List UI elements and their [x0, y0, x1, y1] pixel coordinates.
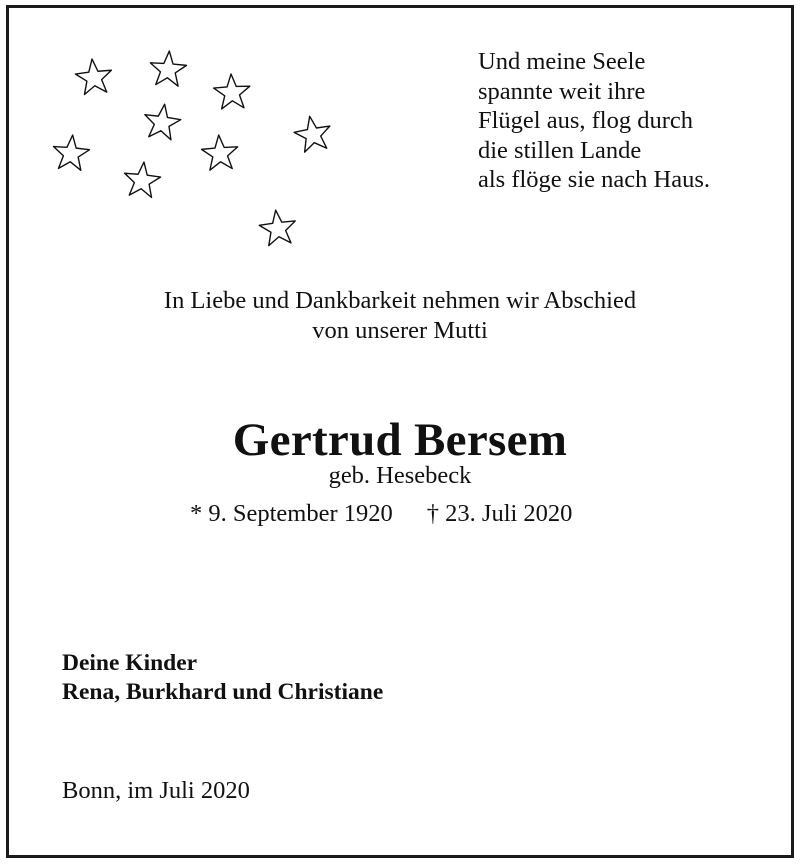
intro-line: In Liebe und Dankbarkeit nehmen wir Abschied — [163, 287, 637, 314]
poem-line: Flügel aus, flog durch — [478, 107, 694, 134]
poem-line: Und meine Seele — [478, 48, 646, 75]
poem-verse — [478, 47, 710, 195]
intro-line: von unserer Mutti — [312, 316, 488, 344]
maiden-name: geb. Hesebeck — [328, 462, 472, 489]
star-icon — [74, 57, 114, 95]
poem-line: als flöge sie nach Haus. — [478, 166, 710, 193]
mourners — [62, 649, 383, 707]
poem-line: die stillen Lande — [478, 136, 642, 164]
birth-date: * 9. September 1920 — [190, 500, 393, 527]
star-icon — [213, 73, 251, 109]
star-icon — [122, 160, 162, 198]
life-dates — [190, 498, 572, 530]
star-icon — [292, 113, 334, 153]
mourners-names: Rena, Burkhard und Christiane — [62, 679, 384, 705]
star-icon — [142, 102, 183, 141]
poem-line: spannte weit ihre — [478, 77, 646, 105]
death-date: † 23. Juli 2020 — [426, 500, 573, 527]
star-icon — [201, 134, 240, 171]
star-icon — [52, 133, 91, 170]
deceased-name: Gertrud Bersem — [232, 414, 568, 466]
star-icon — [149, 50, 188, 87]
farewell-intro — [0, 286, 800, 345]
place-date: Bonn, im Juli 2020 — [62, 777, 250, 804]
mourners-heading: Deine Kinder — [62, 650, 198, 676]
star-icon — [258, 208, 298, 247]
